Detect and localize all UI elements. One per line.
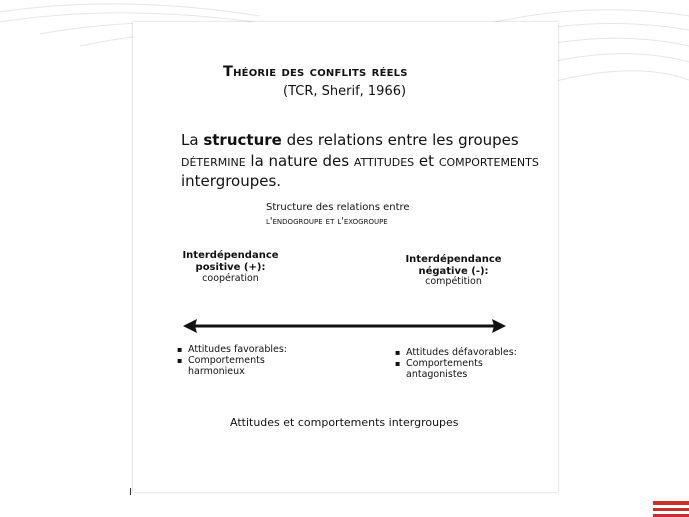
- structure-sublabel: l'endogroupe et l'exogroupe: [266, 216, 388, 227]
- statement-text: et: [414, 151, 439, 170]
- list-item: ▪ Attitudes favorables:: [177, 344, 307, 355]
- document-title: Théorie des conflits réels: [223, 64, 408, 80]
- list-item: ▪ Comportements antagonistes: [395, 358, 535, 380]
- main-statement: [181, 130, 541, 192]
- structure-label: Structure des relations entre: [266, 202, 410, 213]
- statement-structure: structure: [203, 131, 282, 149]
- list-item: ▪ Comportements harmonieux: [177, 355, 307, 377]
- right-pole-sub: compétition: [425, 276, 482, 287]
- statement-attitudes: attitudes: [353, 151, 415, 170]
- statement-text: des relations entre les groupes: [281, 131, 519, 149]
- bottom-label: Attitudes et comportements intergroupes: [230, 416, 459, 429]
- right-pole-bullets: [395, 347, 535, 380]
- statement-text: La: [181, 131, 204, 149]
- document-page: [133, 22, 558, 492]
- statement-determine: détermine: [181, 151, 246, 170]
- statement-text: la nature des: [245, 151, 354, 170]
- left-pole-bullets: [177, 344, 307, 377]
- left-pole-sub: coopération: [202, 273, 259, 284]
- accent-stripe: [653, 501, 689, 505]
- statement-text: intergroupes.: [181, 172, 282, 190]
- list-item: ▪ Attitudes défavorables:: [395, 347, 535, 358]
- page-mark: [130, 488, 131, 495]
- document-subtitle: (TCR, Sherif, 1966): [283, 84, 407, 99]
- double-arrow-icon: [183, 315, 506, 337]
- left-pole-heading: Interdépendance positive (+):: [182, 250, 279, 273]
- right-pole-heading: Interdépendance négative (-):: [405, 254, 502, 277]
- statement-comportements: comportements: [438, 151, 539, 170]
- accent-stripe: [653, 508, 689, 511]
